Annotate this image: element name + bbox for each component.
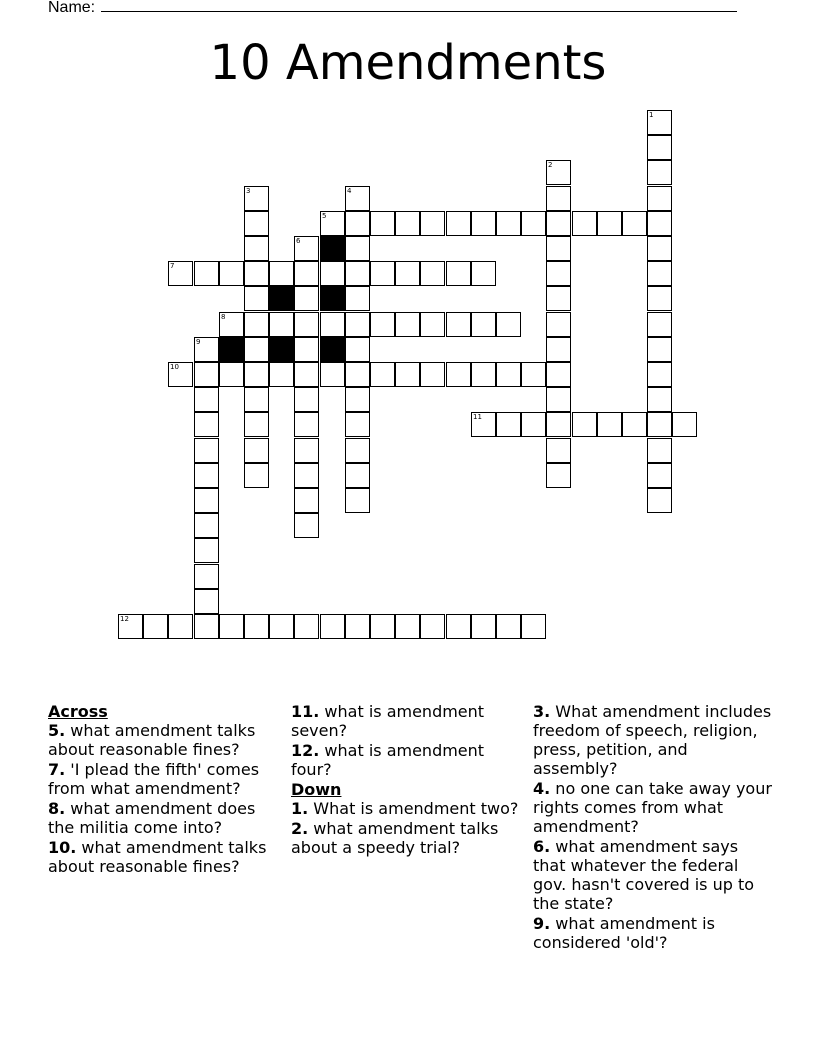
grid-cell[interactable] <box>294 286 319 311</box>
grid-cell[interactable] <box>269 362 294 387</box>
clue-num: 8. <box>48 799 66 818</box>
clue-text: what is amendment seven? <box>291 702 485 740</box>
clue <box>533 702 773 778</box>
clue <box>48 799 284 837</box>
grid-cell[interactable] <box>244 261 269 286</box>
grid-cell[interactable] <box>194 488 219 513</box>
grid-cell[interactable] <box>194 589 219 614</box>
grid-cell[interactable] <box>370 211 395 236</box>
puzzle-title: 10 Amendments <box>209 35 607 91</box>
grid-cell[interactable] <box>546 286 571 311</box>
grid-cell[interactable] <box>546 186 571 211</box>
grid-cell[interactable] <box>345 286 370 311</box>
grid-cell[interactable] <box>647 312 672 337</box>
grid-cell[interactable] <box>446 362 471 387</box>
grid-cell[interactable] <box>244 412 269 437</box>
grid-cell[interactable] <box>219 614 244 639</box>
grid-cell[interactable] <box>647 286 672 311</box>
grid-cell[interactable] <box>572 412 597 437</box>
grid-cell[interactable] <box>572 211 597 236</box>
grid-cell[interactable] <box>194 412 219 437</box>
grid-cell[interactable] <box>244 236 269 261</box>
grid-cell[interactable] <box>471 362 496 387</box>
grid-cell[interactable] <box>420 211 445 236</box>
grid-cell[interactable] <box>420 312 445 337</box>
grid-cell[interactable] <box>647 236 672 261</box>
grid-cell[interactable] <box>244 186 269 211</box>
grid-cell[interactable] <box>546 236 571 261</box>
grid-cell[interactable] <box>345 312 370 337</box>
clues-column-2 <box>291 702 527 858</box>
grid-cell[interactable] <box>546 438 571 463</box>
black-cell <box>269 337 294 362</box>
grid-cell[interactable] <box>647 261 672 286</box>
clue <box>48 721 284 759</box>
grid-cell[interactable] <box>395 362 420 387</box>
clue-number: 5 <box>322 212 327 220</box>
grid-cell[interactable] <box>194 538 219 563</box>
grid-cell[interactable] <box>496 312 521 337</box>
grid-cell[interactable] <box>294 463 319 488</box>
clue-number: 7 <box>170 262 175 270</box>
grid-cell[interactable] <box>446 312 471 337</box>
grid-cell[interactable] <box>370 362 395 387</box>
grid-cell[interactable] <box>244 211 269 236</box>
grid-cell[interactable] <box>546 337 571 362</box>
clue-number: 10 <box>170 363 179 371</box>
grid-cell[interactable] <box>647 160 672 185</box>
black-cell <box>320 236 345 261</box>
clue <box>48 838 284 876</box>
clue-text: what amendment talks about a speedy trial? <box>291 819 499 857</box>
grid-cell[interactable] <box>345 387 370 412</box>
clue-text: no one can take away your rights comes from what amendment? <box>533 779 772 836</box>
grid-cell[interactable] <box>345 337 370 362</box>
grid-cell[interactable] <box>294 513 319 538</box>
clue-text: what is amendment four? <box>291 741 485 779</box>
clue-text: What is amendment two? <box>308 799 519 818</box>
grid-cell[interactable] <box>294 261 319 286</box>
grid-cell[interactable] <box>168 362 193 387</box>
clue <box>48 760 284 798</box>
clue-num: 11. <box>291 702 320 721</box>
grid-cell[interactable] <box>345 186 370 211</box>
grid-cell[interactable] <box>395 614 420 639</box>
grid-cell[interactable] <box>294 412 319 437</box>
grid-cell[interactable] <box>294 387 319 412</box>
grid-cell[interactable] <box>446 211 471 236</box>
grid-cell[interactable] <box>294 312 319 337</box>
grid-cell[interactable] <box>647 337 672 362</box>
grid-cell[interactable] <box>546 261 571 286</box>
grid-cell[interactable] <box>194 564 219 589</box>
clue-num: 9. <box>533 914 551 933</box>
grid-cell[interactable] <box>244 286 269 311</box>
clue <box>291 702 527 740</box>
grid-cell[interactable] <box>546 412 571 437</box>
clue-number: 8 <box>221 313 226 321</box>
grid-cell[interactable] <box>672 412 697 437</box>
grid-cell[interactable] <box>521 362 546 387</box>
grid-cell[interactable] <box>647 186 672 211</box>
clue-num: 6. <box>533 837 551 856</box>
grid-cell[interactable] <box>546 211 571 236</box>
clue <box>533 837 773 913</box>
grid-cell[interactable] <box>194 513 219 538</box>
grid-cell[interactable] <box>244 614 269 639</box>
name-label: Name: <box>48 0 96 16</box>
grid-cell[interactable] <box>546 463 571 488</box>
clue <box>291 799 527 818</box>
grid-cell[interactable] <box>622 211 647 236</box>
grid-cell[interactable] <box>471 614 496 639</box>
grid-cell[interactable] <box>320 362 345 387</box>
grid-cell[interactable] <box>269 261 294 286</box>
grid-cell[interactable] <box>118 614 143 639</box>
clue <box>533 914 773 952</box>
grid-cell[interactable] <box>420 614 445 639</box>
black-cell <box>269 286 294 311</box>
grid-cell[interactable] <box>244 337 269 362</box>
grid-cell[interactable] <box>244 387 269 412</box>
clue-num: 2. <box>291 819 309 838</box>
grid-cell[interactable] <box>370 261 395 286</box>
grid-cell[interactable] <box>269 312 294 337</box>
grid-cell[interactable] <box>647 438 672 463</box>
grid-cell[interactable] <box>294 362 319 387</box>
grid-cell[interactable] <box>345 261 370 286</box>
grid-cell[interactable] <box>471 261 496 286</box>
grid-cell[interactable] <box>521 211 546 236</box>
clue <box>291 819 527 857</box>
grid-cell[interactable] <box>345 614 370 639</box>
grid-cell[interactable] <box>446 614 471 639</box>
grid-cell[interactable] <box>244 463 269 488</box>
grid-cell[interactable] <box>345 438 370 463</box>
clue-text: what amendment does the militia come into? <box>48 799 256 837</box>
grid-cell[interactable] <box>471 211 496 236</box>
grid-cell[interactable] <box>194 438 219 463</box>
across-heading: Across <box>48 702 108 721</box>
grid-cell[interactable] <box>143 614 168 639</box>
clue-text: what amendment talks about reasonable fines? <box>48 838 267 876</box>
grid-cell[interactable] <box>546 387 571 412</box>
grid-cell[interactable] <box>546 160 571 185</box>
clue-number: 12 <box>120 615 129 623</box>
grid-cell[interactable] <box>320 614 345 639</box>
grid-cell[interactable] <box>194 362 219 387</box>
grid-cell[interactable] <box>647 362 672 387</box>
clue-num: 4. <box>533 779 551 798</box>
clue <box>291 741 527 779</box>
grid-cell[interactable] <box>496 211 521 236</box>
grid-cell[interactable] <box>345 412 370 437</box>
clue-num: 10. <box>48 838 77 857</box>
grid-cell[interactable] <box>194 463 219 488</box>
grid-cell[interactable] <box>546 312 571 337</box>
grid-cell[interactable] <box>244 438 269 463</box>
grid-cell[interactable] <box>496 362 521 387</box>
clue-number: 3 <box>246 187 251 195</box>
clue <box>533 779 773 836</box>
black-cell <box>320 286 345 311</box>
clue-num: 3. <box>533 702 551 721</box>
grid-cell[interactable] <box>471 312 496 337</box>
grid-cell[interactable] <box>370 614 395 639</box>
clues-column-3 <box>533 702 773 953</box>
grid-cell[interactable] <box>219 312 244 337</box>
grid-cell[interactable] <box>647 211 672 236</box>
grid-cell[interactable] <box>194 387 219 412</box>
grid-cell[interactable] <box>597 412 622 437</box>
grid-cell[interactable] <box>320 261 345 286</box>
clue-number: 1 <box>649 111 654 119</box>
grid-cell[interactable] <box>320 211 345 236</box>
grid-cell[interactable] <box>168 614 193 639</box>
clue-num: 1. <box>291 799 309 818</box>
grid-cell[interactable] <box>345 362 370 387</box>
grid-cell[interactable] <box>521 412 546 437</box>
grid-cell[interactable] <box>219 261 244 286</box>
grid-cell[interactable] <box>244 312 269 337</box>
clue-num: 5. <box>48 721 66 740</box>
grid-cell[interactable] <box>446 261 471 286</box>
clue-number: 11 <box>473 413 482 421</box>
grid-cell[interactable] <box>546 362 571 387</box>
grid-cell[interactable] <box>597 211 622 236</box>
grid-cell[interactable] <box>622 412 647 437</box>
grid-cell[interactable] <box>294 614 319 639</box>
clue-number: 4 <box>347 187 352 195</box>
grid-cell[interactable] <box>471 412 496 437</box>
clue-text: 'I plead the fifth' comes from what amendment? <box>48 760 260 798</box>
grid-cell[interactable] <box>345 463 370 488</box>
black-cell <box>219 337 244 362</box>
grid-cell[interactable] <box>320 312 345 337</box>
grid-cell[interactable] <box>370 312 395 337</box>
grid-cell[interactable] <box>269 614 294 639</box>
grid-cell[interactable] <box>395 261 420 286</box>
clue-number: 6 <box>296 237 301 245</box>
grid-cell[interactable] <box>345 236 370 261</box>
grid-cell[interactable] <box>194 337 219 362</box>
grid-cell[interactable] <box>345 488 370 513</box>
grid-cell[interactable] <box>194 261 219 286</box>
grid-cell[interactable] <box>395 312 420 337</box>
clues-column-1 <box>48 702 284 877</box>
grid-cell[interactable] <box>294 337 319 362</box>
grid-cell[interactable] <box>420 362 445 387</box>
grid-cell[interactable] <box>294 488 319 513</box>
black-cell <box>320 337 345 362</box>
grid-cell[interactable] <box>294 236 319 261</box>
clue-text: what amendment says that whatever the federal gov. hasn't covered is up to the state? <box>533 837 755 913</box>
grid-cell[interactable] <box>647 387 672 412</box>
clue-number: 2 <box>548 161 553 169</box>
grid-cell[interactable] <box>294 438 319 463</box>
grid-cell[interactable] <box>496 412 521 437</box>
clue-num: 7. <box>48 760 66 779</box>
grid-cell[interactable] <box>168 261 193 286</box>
grid-cell[interactable] <box>395 211 420 236</box>
down-heading: Down <box>291 780 342 799</box>
grid-cell[interactable] <box>496 614 521 639</box>
clue-text: what amendment is considered 'old'? <box>533 914 715 952</box>
grid-cell[interactable] <box>647 463 672 488</box>
grid-cell[interactable] <box>647 110 672 135</box>
clue-text: What amendment includes freedom of speech, religion, press, petition, and assembly? <box>533 702 772 778</box>
grid-cell[interactable] <box>521 614 546 639</box>
grid-cell[interactable] <box>194 614 219 639</box>
grid-cell[interactable] <box>219 362 244 387</box>
grid-cell[interactable] <box>244 362 269 387</box>
grid-cell[interactable] <box>345 211 370 236</box>
grid-cell[interactable] <box>647 135 672 160</box>
grid-cell[interactable] <box>647 488 672 513</box>
grid-cell[interactable] <box>647 412 672 437</box>
grid-cell[interactable] <box>420 261 445 286</box>
clue-num: 12. <box>291 741 320 760</box>
clue-text: what amendment talks about reasonable fines? <box>48 721 256 759</box>
clue-number: 9 <box>196 338 201 346</box>
